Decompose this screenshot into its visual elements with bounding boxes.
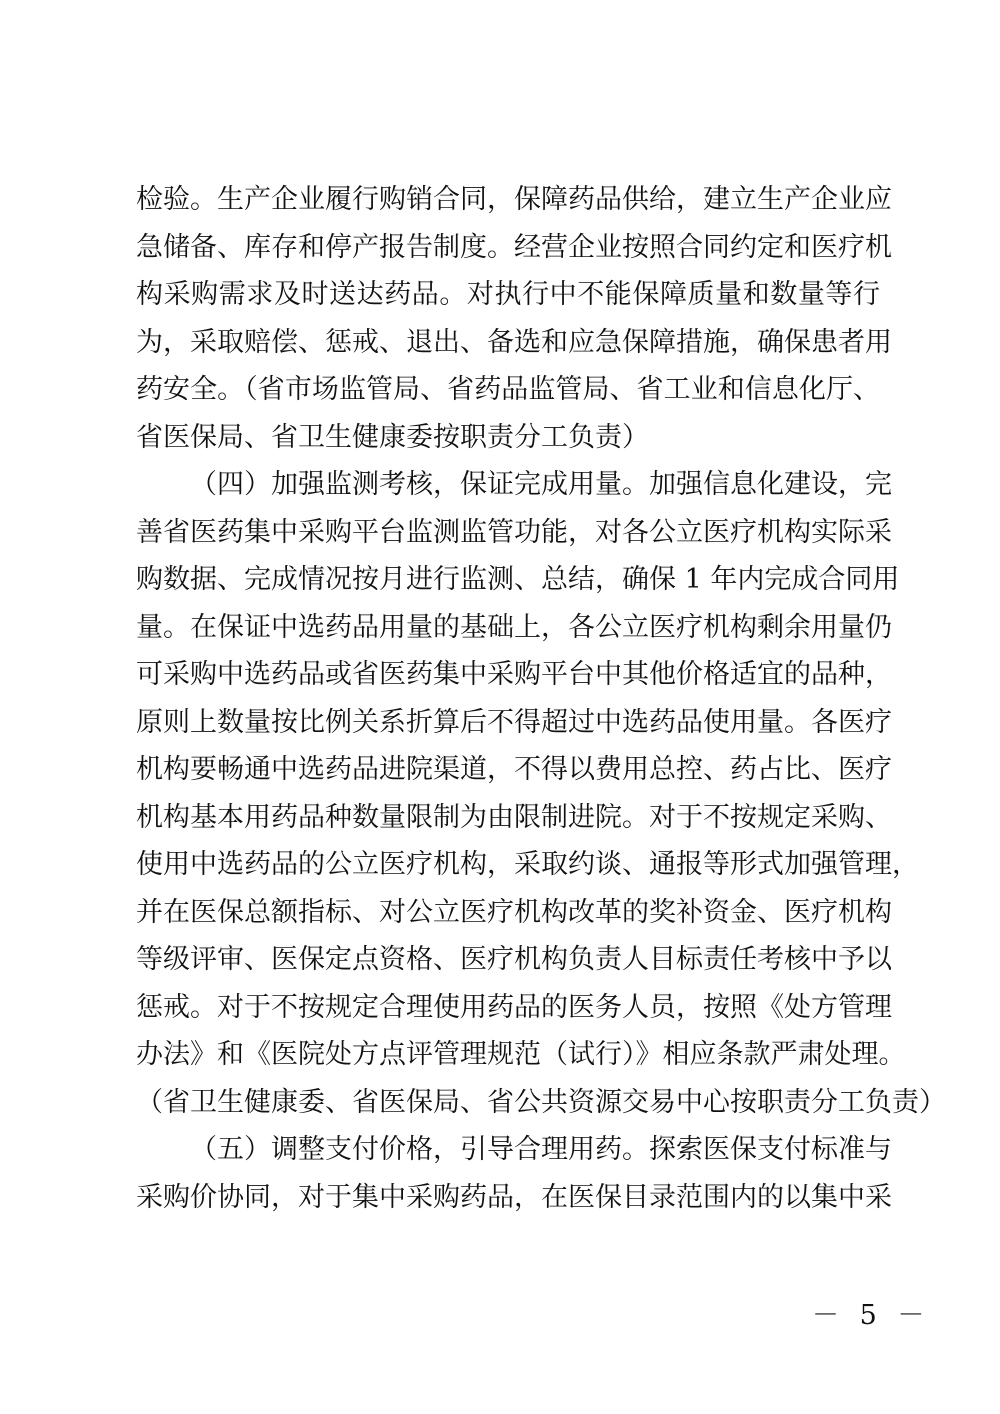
text-line: 惩戒。对于不按规定合理使用药品的医务人员，按照《处方管理 [136, 991, 892, 1023]
body-text [136, 176, 946, 1221]
text-line: 等级评审、医保定点资格、医疗机构负责人目标责任考核中予以 [136, 944, 892, 975]
text-line: 机构基本用药品种数量限制为由限制进院。对于不按规定采购、 [136, 801, 892, 833]
text-line: 急储备、库存和停产报告制度。经营企业按照合同约定和医疗机 [136, 231, 892, 263]
text-line: 为，采取赔偿、惩戒、退出、备选和应急保障措施，确保患者用 [136, 326, 892, 358]
text-line: 采购价协同，对于集中采购药品，在医保目录范围内的以集中采 [136, 1181, 892, 1213]
text-line: （五）调整支付价格，引导合理用药。探索医保支付标准与 [190, 1134, 892, 1165]
text-line: 可采购中选药品或省医药集中采购平台中其他价格适宜的品种， [136, 659, 892, 690]
text-line: 并在医保总额指标、对公立医疗机构改革的奖补资金、医疗机构 [136, 896, 892, 928]
text-line: 检验。生产企业履行购销合同，保障药品供给，建立生产企业应 [136, 184, 892, 215]
text-line: 构采购需求及时送达药品。对执行中不能保障质量和数量等行 [136, 279, 880, 310]
text-line: 量。在保证中选药品用量的基础上，各公立医疗机构剩余用量仍 [136, 611, 892, 643]
text-line: （省卫生健康委、省医保局、省公共资源交易中心按职责分工负责） [136, 1086, 946, 1118]
text-line: （四）加强监测考核，保证完成用量。加强信息化建设，完 [190, 469, 892, 500]
page-number: － 5 － [812, 1300, 931, 1331]
text-line: 机构要畅通中选药品进院渠道，不得以费用总控、药占比、医疗 [136, 754, 892, 785]
text-line: 药安全。（省市场监管局、省药品监管局、省工业和信息化厅、 [136, 374, 880, 405]
text-line: 购数据、完成情况按月进行监测、总结，确保 1 年内完成合同用 [136, 564, 900, 595]
text-line: 办法》和《医院处方点评管理规范（试行）》相应条款严肃处理。 [136, 1039, 906, 1070]
text-line: 使用中选药品的公立医疗机构，采取约谈、通报等形式加强管理， [136, 849, 919, 880]
text-line: 省医保局、省卫生健康委按职责分工负责） [136, 421, 649, 453]
text-line: 原则上数量按比例关系折算后不得超过中选药品使用量。各医疗 [136, 706, 892, 738]
text-line: 善省医药集中采购平台监测监管功能，对各公立医疗机构实际采 [136, 516, 892, 548]
